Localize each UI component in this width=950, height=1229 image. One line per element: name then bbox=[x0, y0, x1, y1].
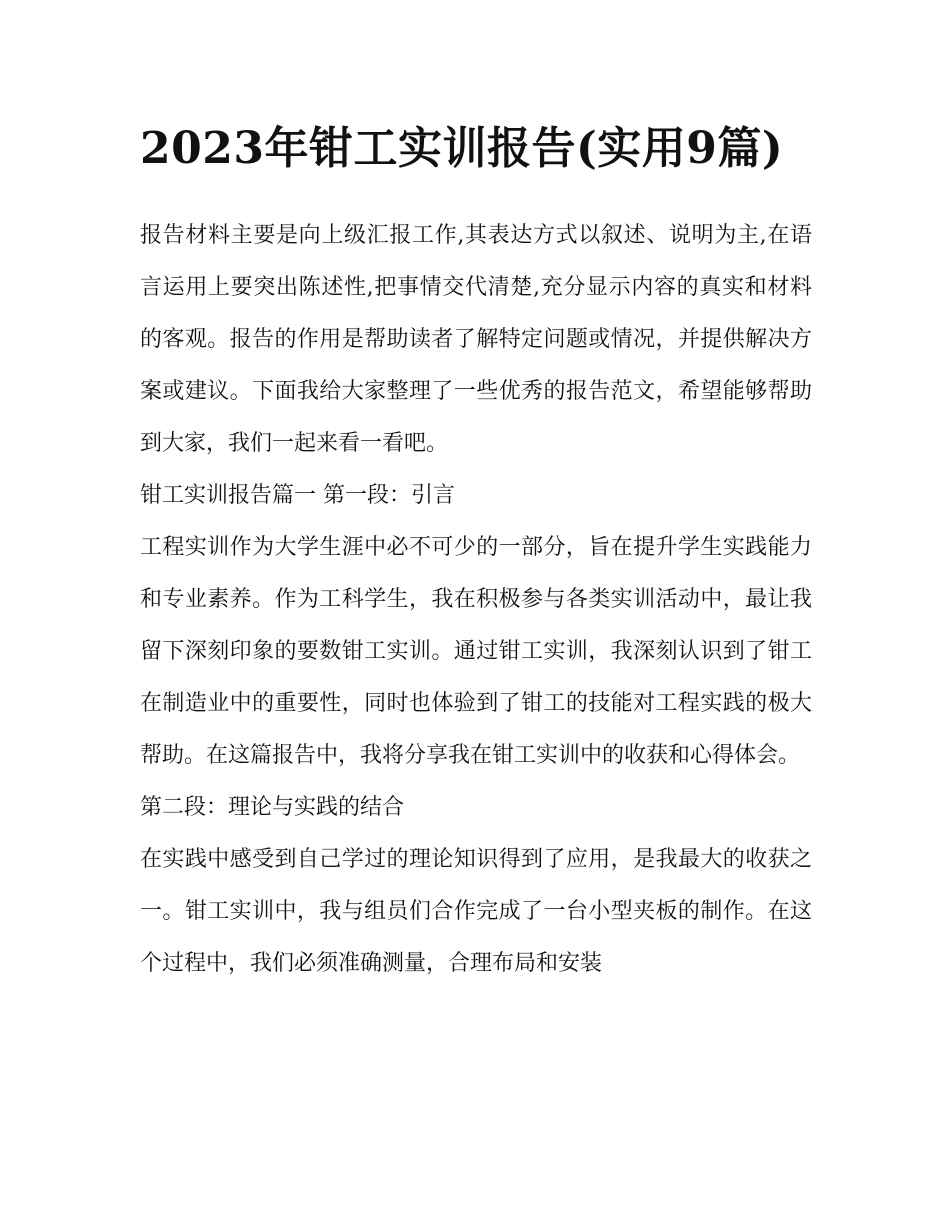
section-heading-2: 第二段：理论与实践的结合 bbox=[140, 795, 405, 820]
section-heading-1: 钳工实训报告篇一 第一段：引言 bbox=[140, 483, 455, 508]
body-paragraph-2: 在实践中感受到自己学过的理论知识得到了应用，是我最大的收获之一。钳工实训中，我与组员们合作完成了一台小型夹板的制作。在这个过程中，我们必须准确测量，合理布局和安装 bbox=[140, 847, 812, 976]
body-paragraph-1: 工程实训作为大学生涯中必不可少的一部分，旨在提升学生实践能力和专业素养。作为工科学生，我在积极参与各类实训活动中，最让我留下深刻印象的要数钳工实训。通过钳工实训，我深刻认识到了钳工在制造业中的重要性，同时也体验到了钳工的技能对工程实践的极大帮助。在这篇报告中，我将分享我在钳工实训中的收获和心得体会。 bbox=[140, 535, 812, 768]
document-title: 2023年钳工实训报告(实用9篇) bbox=[140, 123, 784, 174]
intro-paragraph: 报告材料主要是向上级汇报工作,其表达方式以叙述、说明为主,在语言运用上要突出陈述性,把事情交代清楚,充分显示内容的真实和材料的客观。报告的作用是帮助读者了解特定问题或情况，并提供解决方案或建议。下面我给大家整理了一些优秀的报告范文，希望能够帮助到大家，我们一起来看一看吧。 bbox=[140, 223, 812, 456]
document-page bbox=[140, 112, 812, 990]
